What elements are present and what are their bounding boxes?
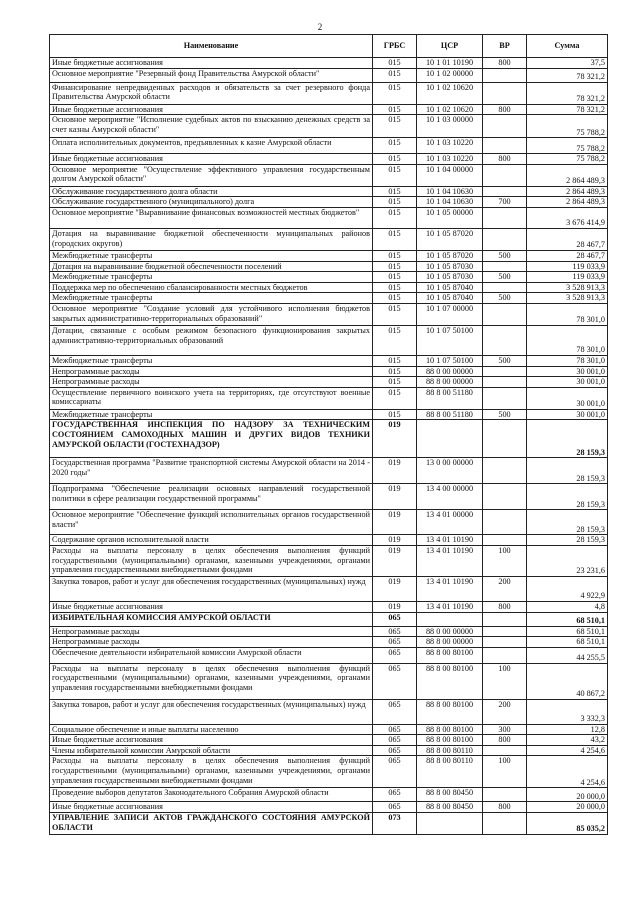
- row-sum: 68 510,1: [527, 637, 608, 648]
- header-csr: ЦСР: [417, 35, 483, 58]
- row-vr: [483, 813, 527, 835]
- row-grbs: 065: [373, 802, 417, 813]
- row-name: Расходы на выплаты персоналу в целях обеспечения выполнения функций государственными (муниципальными) органами, казенными учреждениями, органами управления государственными внебюджетными фондами: [50, 663, 373, 699]
- row-sum: 75 788,2: [527, 138, 608, 154]
- row-name: Иные бюджетные ассигнования: [50, 802, 373, 813]
- row-grbs: 019: [373, 510, 417, 535]
- row-sum: 30 001,0: [527, 409, 608, 420]
- row-csr: [417, 420, 483, 458]
- table-row: [50, 510, 608, 535]
- table-row: [50, 387, 608, 409]
- row-sum: 78 321,2: [527, 82, 608, 104]
- row-name: Основное мероприятие "Исполнение судебных актов по взысканию денежных средств за счет казны Амурской области": [50, 115, 373, 138]
- row-grbs: 065: [373, 788, 417, 802]
- table-row: [50, 366, 608, 377]
- table-row: [50, 197, 608, 208]
- row-csr: 13 4 01 10190: [417, 601, 483, 612]
- row-vr: 800: [483, 802, 527, 813]
- row-name: Иные бюджетные ассигнования: [50, 154, 373, 165]
- row-sum: 28 159,3: [527, 420, 608, 458]
- row-name: Государственная программа "Развитие транспортной системы Амурской области на 2014 - 2020 годы": [50, 458, 373, 484]
- row-vr: [483, 366, 527, 377]
- row-name: Члены избирательной комиссии Амурской области: [50, 745, 373, 756]
- row-sum: 3 676 414,9: [527, 207, 608, 228]
- row-name: Закупка товаров, работ и услуг для обеспечения государственных (муниципальных) нужд: [50, 699, 373, 724]
- row-grbs: 015: [373, 186, 417, 197]
- table-row: [50, 458, 608, 484]
- row-sum: 78 321,2: [527, 104, 608, 115]
- row-grbs: 015: [373, 366, 417, 377]
- row-grbs: 015: [373, 293, 417, 304]
- row-grbs: 019: [373, 535, 417, 546]
- row-csr: 88 8 00 51180: [417, 387, 483, 409]
- row-csr: 10 1 04 00000: [417, 164, 483, 186]
- row-grbs: 073: [373, 813, 417, 835]
- table-row: [50, 377, 608, 388]
- row-vr: [483, 303, 527, 325]
- row-vr: [483, 612, 527, 626]
- row-csr: 10 1 05 87030: [417, 272, 483, 283]
- row-csr: 10 1 05 87020: [417, 250, 483, 261]
- row-csr: 10 1 01 10190: [417, 58, 483, 69]
- row-sum: 68 510,1: [527, 612, 608, 626]
- row-grbs: 065: [373, 612, 417, 626]
- row-csr: 88 8 00 51180: [417, 409, 483, 420]
- row-vr: [483, 325, 527, 355]
- page-number: 2: [317, 22, 323, 32]
- row-vr: [483, 484, 527, 510]
- table-row: [50, 647, 608, 663]
- row-csr: 88 8 00 80100: [417, 699, 483, 724]
- row-name: УПРАВЛЕНИЕ ЗАПИСИ АКТОВ ГРАЖДАНСКОГО СОСТОЯНИЯ АМУРСКОЙ ОБЛАСТИ: [50, 813, 373, 835]
- row-vr: [483, 535, 527, 546]
- row-sum: 28 467,7: [527, 250, 608, 261]
- row-name: Межбюджетные трансферты: [50, 250, 373, 261]
- row-grbs: 015: [373, 250, 417, 261]
- row-grbs: 015: [373, 409, 417, 420]
- row-name: Межбюджетные трансферты: [50, 293, 373, 304]
- row-csr: 88 8 00 00000: [417, 637, 483, 648]
- table-row: [50, 756, 608, 788]
- row-vr: 500: [483, 250, 527, 261]
- row-name: Иные бюджетные ассигнования: [50, 735, 373, 746]
- row-csr: 10 1 02 10620: [417, 82, 483, 104]
- row-csr: 13 0 00 00000: [417, 458, 483, 484]
- table-row: [50, 663, 608, 699]
- row-sum: 78 301,0: [527, 355, 608, 366]
- row-vr: 500: [483, 293, 527, 304]
- row-grbs: 019: [373, 484, 417, 510]
- row-name: Обслуживание государственного долга области: [50, 186, 373, 197]
- row-grbs: 015: [373, 115, 417, 138]
- row-csr: 13 4 01 10190: [417, 576, 483, 601]
- row-grbs: 015: [373, 104, 417, 115]
- row-grbs: 065: [373, 756, 417, 788]
- row-name: Финансирование непредвиденных расходов и обязательств за счет резервного фонда Правительства Амурской области: [50, 82, 373, 104]
- table-row: [50, 104, 608, 115]
- row-name: Основное мероприятие "Осуществление эффективного управления государственным долгом Амурской области": [50, 164, 373, 186]
- row-sum: 2 864 489,3: [527, 164, 608, 186]
- row-vr: 300: [483, 724, 527, 735]
- row-name: Основное мероприятие "Резервный фонд Правительства Амурской области": [50, 68, 373, 82]
- row-vr: [483, 164, 527, 186]
- table-row: [50, 138, 608, 154]
- row-vr: [483, 458, 527, 484]
- row-name: Межбюджетные трансферты: [50, 272, 373, 283]
- row-csr: 88 8 00 80100: [417, 735, 483, 746]
- row-grbs: 015: [373, 303, 417, 325]
- row-sum: 28 467,7: [527, 228, 608, 250]
- row-vr: 500: [483, 355, 527, 366]
- row-vr: [483, 387, 527, 409]
- table-row: [50, 612, 608, 626]
- row-grbs: 015: [373, 325, 417, 355]
- row-csr: 10 1 04 10630: [417, 186, 483, 197]
- row-csr: 10 1 07 00000: [417, 303, 483, 325]
- row-sum: 4,8: [527, 601, 608, 612]
- row-csr: 88 8 00 80110: [417, 756, 483, 788]
- row-sum: 4 922,9: [527, 576, 608, 601]
- row-name: Иные бюджетные ассигнования: [50, 58, 373, 69]
- row-sum: 40 867,2: [527, 663, 608, 699]
- row-vr: [483, 228, 527, 250]
- row-name: Иные бюджетные ассигнования: [50, 104, 373, 115]
- row-sum: 3 528 913,3: [527, 282, 608, 293]
- row-vr: [483, 420, 527, 458]
- row-vr: 800: [483, 104, 527, 115]
- table-row: [50, 699, 608, 724]
- row-name: Поддержка мер по обеспечению сбалансированности местных бюджетов: [50, 282, 373, 293]
- row-grbs: 015: [373, 154, 417, 165]
- row-vr: [483, 626, 527, 637]
- row-sum: 2 864 489,3: [527, 186, 608, 197]
- row-sum: 30 001,0: [527, 366, 608, 377]
- row-grbs: 065: [373, 626, 417, 637]
- row-csr: 88 8 00 80110: [417, 745, 483, 756]
- row-vr: 100: [483, 756, 527, 788]
- table-row: [50, 535, 608, 546]
- row-csr: 88 8 00 80450: [417, 788, 483, 802]
- row-csr: 10 1 05 87040: [417, 293, 483, 304]
- row-sum: 75 788,2: [527, 154, 608, 165]
- row-vr: [483, 745, 527, 756]
- row-vr: [483, 647, 527, 663]
- table-row: [50, 813, 608, 835]
- row-sum: 30 001,0: [527, 387, 608, 409]
- row-sum: 20 000,0: [527, 788, 608, 802]
- row-grbs: 015: [373, 228, 417, 250]
- row-csr: 10 1 02 00000: [417, 68, 483, 82]
- table-row: [50, 250, 608, 261]
- row-csr: 10 1 03 00000: [417, 115, 483, 138]
- table-row: [50, 601, 608, 612]
- table-row: [50, 68, 608, 82]
- row-grbs: 015: [373, 138, 417, 154]
- table-row: [50, 576, 608, 601]
- row-vr: 800: [483, 735, 527, 746]
- row-sum: 78 301,0: [527, 325, 608, 355]
- header-sum: Сумма: [527, 35, 608, 58]
- row-name: Непрограммные расходы: [50, 626, 373, 637]
- row-name: Подпрограмма "Обеспечение реализации основных направлений государственной политики в сфере реализации государственной программы": [50, 484, 373, 510]
- row-csr: 10 1 02 10620: [417, 104, 483, 115]
- row-name: Обеспечение деятельности избирательной комиссии Амурской области: [50, 647, 373, 663]
- row-grbs: 015: [373, 282, 417, 293]
- row-name: Основное мероприятие "Создание условий для устойчивого исполнения бюджетов закрытых административно-территориальных образований": [50, 303, 373, 325]
- row-name: Осуществление первичного воинского учета на территориях, где отсутствуют военные комиссариаты: [50, 387, 373, 409]
- row-sum: 37,5: [527, 58, 608, 69]
- row-name: Проведение выборов депутатов Законодательного Собрания Амурской области: [50, 788, 373, 802]
- row-grbs: 015: [373, 261, 417, 272]
- row-csr: 10 1 05 87020: [417, 228, 483, 250]
- table-row: [50, 207, 608, 228]
- row-vr: [483, 115, 527, 138]
- row-csr: 10 1 03 10220: [417, 154, 483, 165]
- row-grbs: 015: [373, 355, 417, 366]
- row-csr: 88 8 00 80100: [417, 647, 483, 663]
- row-grbs: 019: [373, 420, 417, 458]
- row-sum: 119 033,9: [527, 261, 608, 272]
- row-csr: 10 1 05 00000: [417, 207, 483, 228]
- table-body: [50, 58, 608, 835]
- row-sum: 28 159,3: [527, 484, 608, 510]
- row-grbs: 015: [373, 82, 417, 104]
- row-name: Иные бюджетные ассигнования: [50, 601, 373, 612]
- table-row: [50, 186, 608, 197]
- row-vr: [483, 68, 527, 82]
- table-row: [50, 409, 608, 420]
- row-sum: 4 254,6: [527, 745, 608, 756]
- row-vr: 100: [483, 663, 527, 699]
- row-csr: 88 8 00 80100: [417, 663, 483, 699]
- row-sum: 85 035,2: [527, 813, 608, 835]
- table-row: [50, 228, 608, 250]
- row-vr: 800: [483, 601, 527, 612]
- row-sum: 78 321,2: [527, 68, 608, 82]
- row-name: ГОСУДАРСТВЕННАЯ ИНСПЕКЦИЯ ПО НАДЗОРУ ЗА ТЕХНИЧЕСКИМ СОСТОЯНИЕМ САМОХОДНЫХ МАШИН И ДРУГИХ ВИДОВ ТЕХНИКИ АМУРСКОЙ ОБЛАСТИ (ГОСТЕХНАДЗОР): [50, 420, 373, 458]
- row-vr: 500: [483, 409, 527, 420]
- row-grbs: 065: [373, 647, 417, 663]
- table-row: [50, 545, 608, 576]
- row-grbs: 015: [373, 68, 417, 82]
- row-name: Основное мероприятие "Обеспечение функций исполнительных органов государственной власти": [50, 510, 373, 535]
- table-row: [50, 355, 608, 366]
- row-vr: 200: [483, 699, 527, 724]
- row-grbs: 015: [373, 272, 417, 283]
- row-vr: [483, 138, 527, 154]
- row-csr: 10 1 05 87040: [417, 282, 483, 293]
- row-vr: 500: [483, 272, 527, 283]
- row-csr: 88 8 00 00000: [417, 377, 483, 388]
- row-csr: [417, 813, 483, 835]
- budget-table: [49, 34, 608, 835]
- row-grbs: 019: [373, 458, 417, 484]
- row-name: Обслуживание государственного (муниципального) долга: [50, 197, 373, 208]
- table-row: [50, 82, 608, 104]
- row-csr: 10 1 05 87030: [417, 261, 483, 272]
- row-grbs: 019: [373, 576, 417, 601]
- row-sum: 12,8: [527, 724, 608, 735]
- table-row: [50, 788, 608, 802]
- row-sum: 43,2: [527, 735, 608, 746]
- row-csr: 13 4 01 00000: [417, 510, 483, 535]
- table-row: [50, 745, 608, 756]
- row-csr: 13 4 00 00000: [417, 484, 483, 510]
- row-csr: 88 8 00 80100: [417, 724, 483, 735]
- row-grbs: 065: [373, 745, 417, 756]
- row-csr: 88 0 00 00000: [417, 366, 483, 377]
- row-vr: [483, 788, 527, 802]
- row-csr: [417, 612, 483, 626]
- row-csr: 88 0 00 00000: [417, 626, 483, 637]
- row-grbs: 015: [373, 197, 417, 208]
- row-vr: 800: [483, 154, 527, 165]
- table-row: [50, 724, 608, 735]
- row-grbs: 065: [373, 663, 417, 699]
- table-row: [50, 58, 608, 69]
- row-grbs: 019: [373, 601, 417, 612]
- row-name: Социальное обеспечение и иные выплаты населению: [50, 724, 373, 735]
- row-name: ИЗБИРАТЕЛЬНАЯ КОМИССИЯ АМУРСКОЙ ОБЛАСТИ: [50, 612, 373, 626]
- row-sum: 28 159,3: [527, 458, 608, 484]
- row-grbs: 015: [373, 377, 417, 388]
- row-sum: 44 255,5: [527, 647, 608, 663]
- table-row: [50, 303, 608, 325]
- row-vr: 700: [483, 197, 527, 208]
- row-name: Дотация на выравнивание бюджетной обеспеченности муниципальных районов (городских округов): [50, 228, 373, 250]
- header-name: Наименование: [50, 35, 373, 58]
- table-row: [50, 637, 608, 648]
- row-grbs: 015: [373, 164, 417, 186]
- row-name: Межбюджетные трансферты: [50, 409, 373, 420]
- row-vr: [483, 207, 527, 228]
- header-grbs: ГРБС: [373, 35, 417, 58]
- row-name: Дотации, связанные с особым режимом безопасного функционирования закрытых административно-территориальных образований: [50, 325, 373, 355]
- row-sum: 78 301,0: [527, 303, 608, 325]
- row-grbs: 019: [373, 545, 417, 576]
- row-vr: 100: [483, 545, 527, 576]
- row-vr: [483, 82, 527, 104]
- table-row: [50, 164, 608, 186]
- table-row: [50, 115, 608, 138]
- row-csr: 88 8 00 80450: [417, 802, 483, 813]
- row-sum: 3 528 913,3: [527, 293, 608, 304]
- row-name: Оплата исполнительных документов, предъявленных к казне Амурской области: [50, 138, 373, 154]
- row-sum: 30 001,0: [527, 377, 608, 388]
- row-csr: 13 4 01 10190: [417, 535, 483, 546]
- row-csr: 10 1 07 50100: [417, 325, 483, 355]
- row-name: Расходы на выплаты персоналу в целях обеспечения выполнения функций государственными (муниципальными) органами, казенными учреждениями, органами управления государственными внебюджетными фондами: [50, 545, 373, 576]
- row-csr: 10 1 03 10220: [417, 138, 483, 154]
- row-csr: 10 1 04 10630: [417, 197, 483, 208]
- row-vr: [483, 377, 527, 388]
- row-name: Непрограммные расходы: [50, 637, 373, 648]
- row-vr: 800: [483, 58, 527, 69]
- row-sum: 20 000,0: [527, 802, 608, 813]
- row-grbs: 015: [373, 58, 417, 69]
- row-sum: 28 159,3: [527, 510, 608, 535]
- row-name: Дотация на выравнивание бюджетной обеспеченности поселений: [50, 261, 373, 272]
- table-row: [50, 420, 608, 458]
- table-row: [50, 802, 608, 813]
- row-name: Непрограммные расходы: [50, 366, 373, 377]
- row-name: Закупка товаров, работ и услуг для обеспечения государственных (муниципальных) нужд: [50, 576, 373, 601]
- row-vr: 200: [483, 576, 527, 601]
- row-vr: [483, 186, 527, 197]
- table-row: [50, 325, 608, 355]
- table-row: [50, 484, 608, 510]
- table-header-row: [50, 35, 608, 58]
- row-sum: 2 864 489,3: [527, 197, 608, 208]
- row-sum: 3 332,3: [527, 699, 608, 724]
- row-vr: [483, 261, 527, 272]
- row-grbs: 065: [373, 699, 417, 724]
- table-row: [50, 735, 608, 746]
- table-row: [50, 154, 608, 165]
- row-grbs: 065: [373, 724, 417, 735]
- row-csr: 10 1 07 50100: [417, 355, 483, 366]
- row-sum: 23 231,6: [527, 545, 608, 576]
- row-grbs: 065: [373, 637, 417, 648]
- header-vr: ВР: [483, 35, 527, 58]
- row-name: Содержание органов исполнительной власти: [50, 535, 373, 546]
- row-name: Межбюджетные трансферты: [50, 355, 373, 366]
- row-sum: 68 510,1: [527, 626, 608, 637]
- row-sum: 119 033,9: [527, 272, 608, 283]
- table-row: [50, 261, 608, 272]
- row-vr: [483, 282, 527, 293]
- table-row: [50, 272, 608, 283]
- row-name: Расходы на выплаты персоналу в целях обеспечения выполнения функций государственными (муниципальными) органами, казенными учреждениями, органами управления государственными внебюджетными фондами: [50, 756, 373, 788]
- table-row: [50, 282, 608, 293]
- row-sum: 28 159,3: [527, 535, 608, 546]
- row-grbs: 015: [373, 207, 417, 228]
- row-name: Основное мероприятие "Выравнивание финансовых возможностей местных бюджетов": [50, 207, 373, 228]
- row-name: Непрограммные расходы: [50, 377, 373, 388]
- table-row: [50, 293, 608, 304]
- table-row: [50, 626, 608, 637]
- row-sum: 75 788,2: [527, 115, 608, 138]
- row-grbs: 065: [373, 735, 417, 746]
- row-vr: [483, 637, 527, 648]
- row-vr: [483, 510, 527, 535]
- row-grbs: 015: [373, 387, 417, 409]
- row-sum: 4 254,6: [527, 756, 608, 788]
- row-csr: 13 4 01 10190: [417, 545, 483, 576]
